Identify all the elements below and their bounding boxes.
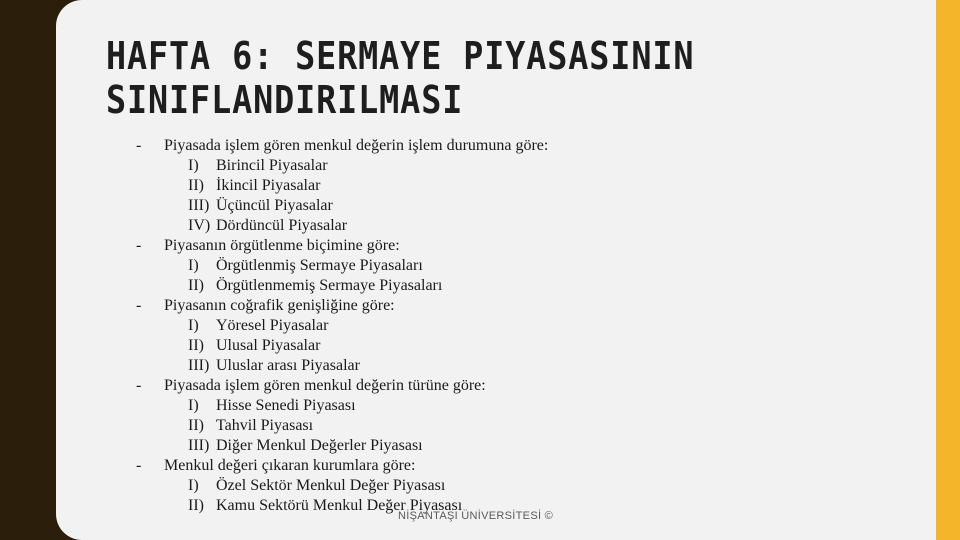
sub-item-number: II) [188, 497, 204, 514]
sub-list-item [134, 436, 654, 456]
bullet-text: Piyasada işlem gören menkul değerin işlem durumuna göre: [164, 137, 549, 154]
sub-list-item [134, 416, 654, 436]
bullet-dash: - [136, 237, 142, 254]
sub-item-number: I) [188, 257, 199, 274]
sub-item-number: III) [188, 357, 210, 374]
sub-item-text: Tahvil Piyasası [216, 417, 314, 434]
sub-item-text: Yöresel Piyasalar [216, 317, 329, 334]
list-item [134, 236, 654, 256]
list-item [134, 376, 654, 396]
bullet-dash: - [136, 457, 142, 474]
slide-title-line-1: HAFTA 6: SERMAYE PIYASASININ [106, 34, 695, 78]
sub-item-text: Ulusal Piyasalar [216, 337, 321, 354]
sub-item-text: Örgütlenmiş Sermaye Piyasaları [216, 257, 423, 274]
sub-item-text: Uluslar arası Piyasalar [216, 357, 360, 374]
sub-item-text: Özel Sektör Menkul Değer Piyasası [216, 477, 446, 494]
sub-list-item [134, 196, 654, 216]
sub-item-number: II) [188, 337, 204, 354]
sub-item-text: Birincil Piyasalar [216, 157, 328, 174]
sub-list-item [134, 396, 654, 416]
sub-list-item [134, 316, 654, 336]
sub-item-number: III) [188, 437, 210, 454]
bullet-text: Piyasanın örgütlenme biçimine göre: [164, 237, 400, 254]
sub-item-text: Kamu Sektörü Menkul Değer Piyasası [216, 497, 463, 514]
bullet-text: Menkul değeri çıkaran kurumlara göre: [164, 457, 416, 474]
sub-item-text: Diğer Menkul Değerler Piyasası [216, 437, 423, 454]
slide-title-line-2: SINIFLANDIRILMASI [106, 78, 464, 122]
sub-item-number: II) [188, 277, 204, 294]
sub-item-number: II) [188, 417, 204, 434]
sub-item-text: Dördüncül Piyasalar [216, 217, 348, 234]
accent-bar [936, 0, 960, 540]
list-item [134, 456, 654, 476]
sub-list-item [134, 156, 654, 176]
sub-list-item [134, 176, 654, 196]
sub-item-number: IV) [188, 217, 211, 234]
sub-item-number: I) [188, 397, 199, 414]
sub-item-text: Üçüncül Piyasalar [216, 197, 333, 214]
sub-item-text: İkincil Piyasalar [216, 177, 321, 194]
sub-list-item [134, 216, 654, 236]
slide-title [106, 34, 722, 122]
bullet-dash: - [136, 297, 142, 314]
sub-item-number: I) [188, 157, 199, 174]
sub-list-item [134, 256, 654, 276]
footer-text: NİŞANTAŞI ÜNİVERSİTESİ © [398, 510, 554, 522]
bullet-text: Piyasanın coğrafik genişliğine göre: [164, 297, 395, 314]
list-item [134, 136, 654, 156]
list-item [134, 296, 654, 316]
sub-item-number: I) [188, 317, 199, 334]
bullet-dash: - [136, 137, 142, 154]
sub-item-text: Örgütlenmemiş Sermaye Piyasaları [216, 277, 443, 294]
sub-item-number: III) [188, 197, 210, 214]
sub-item-number: II) [188, 177, 204, 194]
sub-list-item [134, 276, 654, 296]
sub-item-number: I) [188, 477, 199, 494]
slide-content [134, 136, 654, 516]
sub-list-item [134, 496, 654, 516]
sub-list-item [134, 336, 654, 356]
bullet-dash: - [136, 377, 142, 394]
sub-list-item [134, 356, 654, 376]
sub-list-item [134, 476, 654, 496]
sub-item-text: Hisse Senedi Piyasası [216, 397, 356, 414]
bullet-text: Piyasada işlem gören menkul değerin türüne göre: [164, 377, 486, 394]
